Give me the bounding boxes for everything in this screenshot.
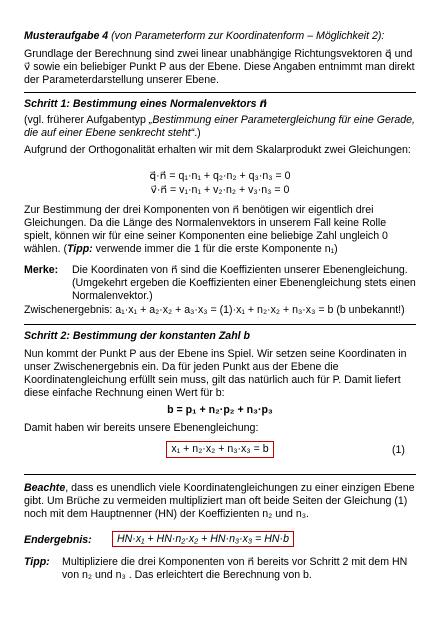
task-title-strong: Musteraufgabe 4	[24, 30, 109, 42]
tipp-label: Tipp:	[67, 243, 93, 255]
orthogonality-text: Aufgrund der Orthogonalität erhalten wir mit dem Skalarprodukt zwei Gleichungen:	[24, 144, 411, 156]
task-title	[24, 30, 416, 43]
intro-paragraph: Grundlage der Berechnung sind zwei linear unabhängige Richtungsvektoren q⃗ und v⃗ sowie ein beliebiger Punkt P aus der Ebene. Diese Angaben entnimmt man direkt der Parameterdarstellung unserer Ebene.	[24, 48, 415, 86]
divider	[24, 474, 416, 475]
zwischenergebnis: Zwischenergebnis: a₁·x₁ + a₂·x₂ + a₃·x₃ = (1)·x₁ + n₂·x₂ + n₃·x₃ = b (b unbekannt!)	[24, 304, 405, 316]
step1-heading: Schritt 1: Bestimmung eines Normalenvektors n⃗	[24, 98, 268, 110]
step1-paragraph-text: Zur Bestimmung der drei Komponenten von n⃗ benötigen wir eigentlich drei Gleichungen. Da die Länge des Normalenvektors in unserem Fall keine Rolle spielt, können wir für eine seiner Komponenten eine beliebige Zahl ungleich 0 wählen.	[24, 204, 388, 255]
equation-number: (1)	[392, 444, 405, 456]
step2-heading: Schritt 2: Bestimmung der konstanten Zahl b	[24, 330, 251, 342]
equation-v-dot-n: v⃗·n⃗ = v₁·n₁ + v₂·n₂ + v₃·n₃ = 0	[150, 184, 290, 196]
ref-quote: „Bestimmung einer Parametergleichung für eine Gerade, die auf einer Ebene senkrecht steht“	[24, 114, 416, 139]
merke-text: Die Koordinaten von n⃗ sind die Koeffizienten unserer Ebenengleichung.(Umgekehrt ergeben die Koeffizienten einer Ebenengleichung stets einen Normalenvektor.)	[72, 264, 416, 302]
merke-label: Merke:	[24, 264, 59, 276]
beachte-label: Beachte	[24, 482, 66, 494]
endergebnis-equation-box: HN·x₁ + HN·n₂·x₂ + HN·n₃·x₃ = HN·b	[112, 531, 294, 547]
ref-prefix: (vgl. früherer Aufgabentyp	[24, 114, 149, 126]
ref-suffix: .)	[194, 127, 201, 139]
have-equation-text: Damit haben wir bereits unsere Ebenengleichung:	[24, 422, 259, 434]
main-equation-row	[0, 441, 440, 458]
tipp-open: (	[63, 243, 67, 255]
equation-b: b = p₁ + n₂·p₂ + n₃·p₃	[167, 404, 273, 416]
divider	[24, 324, 416, 325]
tipp-text: verwende immer die 1 für die erste Komponente n₁)	[92, 243, 338, 255]
endergebnis-label: Endergebnis:	[24, 534, 92, 546]
endergebnis-row	[112, 531, 294, 547]
tipp2-label: Tipp:	[24, 556, 50, 568]
equation-q-dot-n: q⃗·n⃗ = q₁·n₁ + q₂·n₂ + q₃·n₃ = 0	[149, 170, 291, 182]
divider	[24, 92, 416, 93]
step2-paragraph: Nun kommt der Punkt P aus der Ebene ins Spiel. Wir setzen seine Koordinaten in unser Zwischenergebnis ein. Da für jeden Punkt aus der Ebene die Koordinatengleichung erfüllt sein muss, gilt das natürlich auch für P. Damit liefert diese einfache Rechnung einen Wert für b:	[24, 348, 407, 399]
beachte-paragraph	[24, 482, 416, 521]
main-equation-box: x₁ + n₂·x₂ + n₃·x₃ = b	[166, 441, 273, 458]
tipp2-text: Multipliziere die drei Komponenten von n⃗ bereits vor Schritt 2 mit dem HN von n₂ und n₃ . Das erleichtert die Berechnung von b.	[62, 556, 408, 581]
task-title-rest: (von Parameterform zur Koordinatenform – Möglichkeit 2):	[108, 30, 385, 42]
step1-reference	[24, 114, 416, 140]
beachte-text: , dass es unendlich viele Koordinatengleichungen zu einer einzigen Ebene gibt. Um Brüche zu vermeiden multipliziert man oft beide Seiten der Gleichung (1) noch mit dem Hauptnenner (HN) der Koeffizienten n₂ und n₃.	[24, 482, 415, 520]
step1-paragraph	[24, 204, 416, 256]
